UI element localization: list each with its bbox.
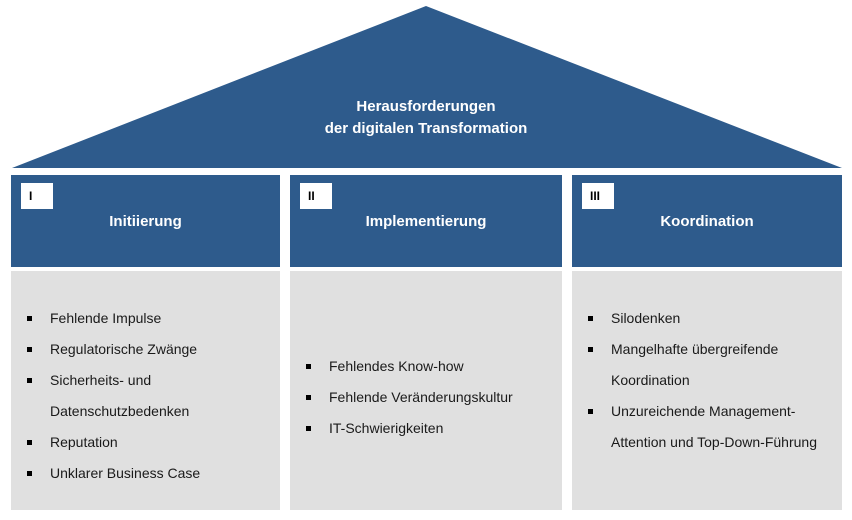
list-item: Sicherheits- und Datenschutzbedenken (25, 365, 275, 427)
roof-triangle (0, 0, 852, 170)
list-item: Unklarer Business Case (25, 458, 275, 489)
list-item: Mangelhafte übergreifende Koordination (586, 334, 836, 396)
list-item: Unzureichende Management-Attention und Top-Down-Führung (586, 396, 836, 458)
pillar-header-implementierung (290, 175, 562, 267)
pillar-header-koordination (572, 175, 842, 267)
pillar-body-koordination (572, 271, 842, 510)
pillar-title: Koordination (660, 213, 754, 230)
list-item: Regulatorische Zwänge (25, 334, 275, 365)
pillar-title: Initiierung (109, 213, 182, 230)
list-item: Reputation (25, 427, 275, 458)
pillar-body-initiierung (11, 271, 280, 510)
challenge-list (25, 303, 275, 489)
roof-title-line-2: der digitalen Transformation (324, 120, 528, 137)
challenge-list (586, 303, 836, 458)
list-item: IT-Schwierigkeiten (304, 413, 559, 444)
pillar-number-badge: III (582, 183, 614, 209)
pillar-body-implementierung (290, 271, 562, 510)
pillar-header-initiierung (11, 175, 280, 267)
pillar-title: Implementierung (365, 213, 487, 230)
roof-title (226, 96, 626, 140)
roof-title-line-1: Herausforderungen (356, 98, 496, 115)
challenge-list (304, 351, 559, 444)
list-item: Silodenken (586, 303, 836, 334)
list-item: Fehlendes Know-how (304, 351, 559, 382)
list-item: Fehlende Veränderungskultur (304, 382, 559, 413)
pillar-number-badge: II (300, 183, 332, 209)
pillar-number-badge: I (21, 183, 53, 209)
list-item: Fehlende Impulse (25, 303, 275, 334)
